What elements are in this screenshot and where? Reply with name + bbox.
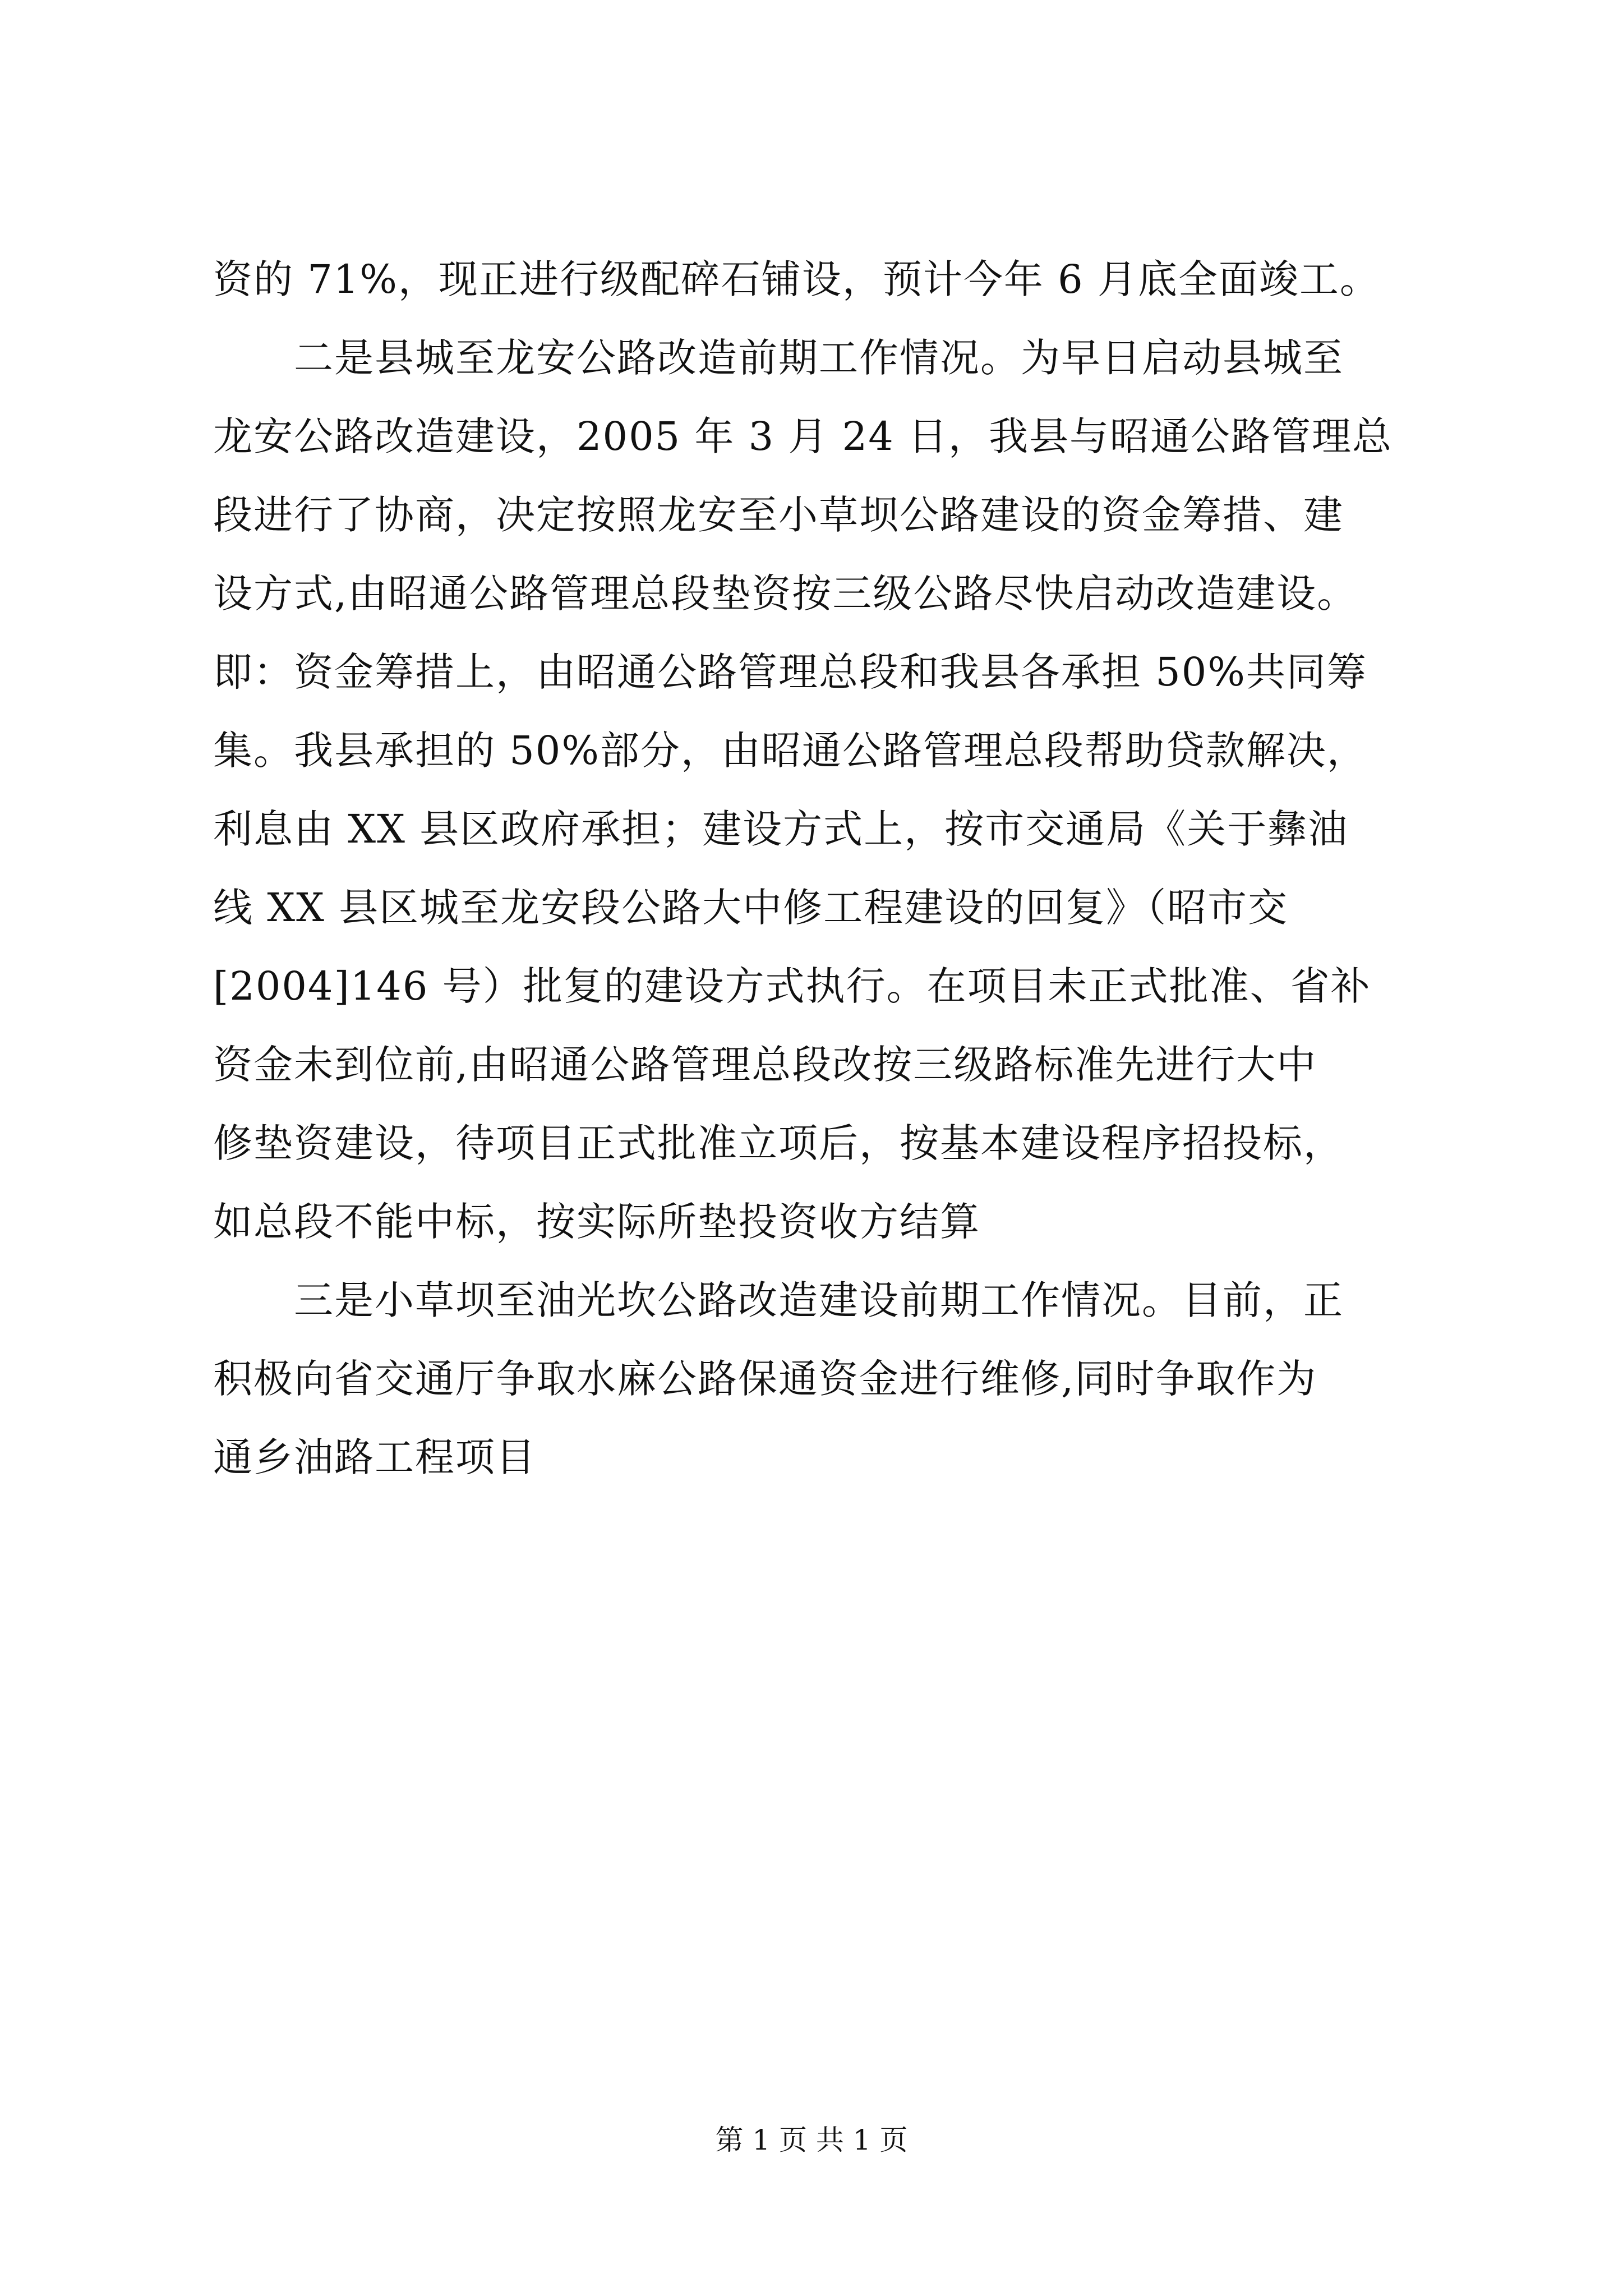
text-line: 利息由 XX 县区政府承担；建设方式上，按市交通局《关于彝油 [213, 806, 1349, 852]
text-line: 线 XX 县区城至龙安段公路大中修工程建设的回复》（昭市交 [213, 885, 1289, 931]
text-line: 二是县城至龙安公路改造前期工作情况。为早日启动县城至 [213, 335, 1344, 381]
document-body [213, 240, 1419, 1497]
text-line: 修垫资建设，待项目正式批准立项后，按基本建设程序招投标， [213, 1120, 1344, 1166]
text-line: 集。我县承担的 50%部分，由昭通公路管理总段帮助贷款解决， [213, 728, 1367, 774]
page-number-footer: 第 1 页 共 1 页 [715, 2124, 908, 2156]
text-line: [2004]146 号）批复的建设方式执行。在项目未正式批准、省补 [213, 963, 1371, 1009]
text-line: 如总段不能中标，按实际所垫投资收方结算 [213, 1199, 980, 1245]
text-line: 段进行了协商，决定按照龙安至小草坝公路建设的资金筹措、建 [213, 492, 1344, 538]
text-line: 资的 71%，现正进行级配碎石铺设，预计今年 6 月底全面竣工。 [213, 256, 1380, 302]
text-line: 通乡油路工程项目 [213, 1434, 536, 1480]
text-line: 三是小草坝至油光坎公路改造建设前期工作情况。目前，正 [213, 1277, 1344, 1323]
text-line: 资金未到位前,由昭通公路管理总段改按三级路标准先进行大中 [213, 1042, 1317, 1088]
text-line: 积极向省交通厅争取水麻公路保通资金进行维修,同时争取作为 [213, 1356, 1317, 1402]
text-line: 即：资金筹措上，由昭通公路管理总段和我县各承担 50%共同筹 [213, 649, 1367, 695]
text-line: 设方式,由昭通公路管理总段垫资按三级公路尽快启动改造建设。 [213, 570, 1358, 616]
text-line: 龙安公路改造建设，2005 年 3 月 24 日，我县与昭通公路管理总 [213, 413, 1393, 459]
